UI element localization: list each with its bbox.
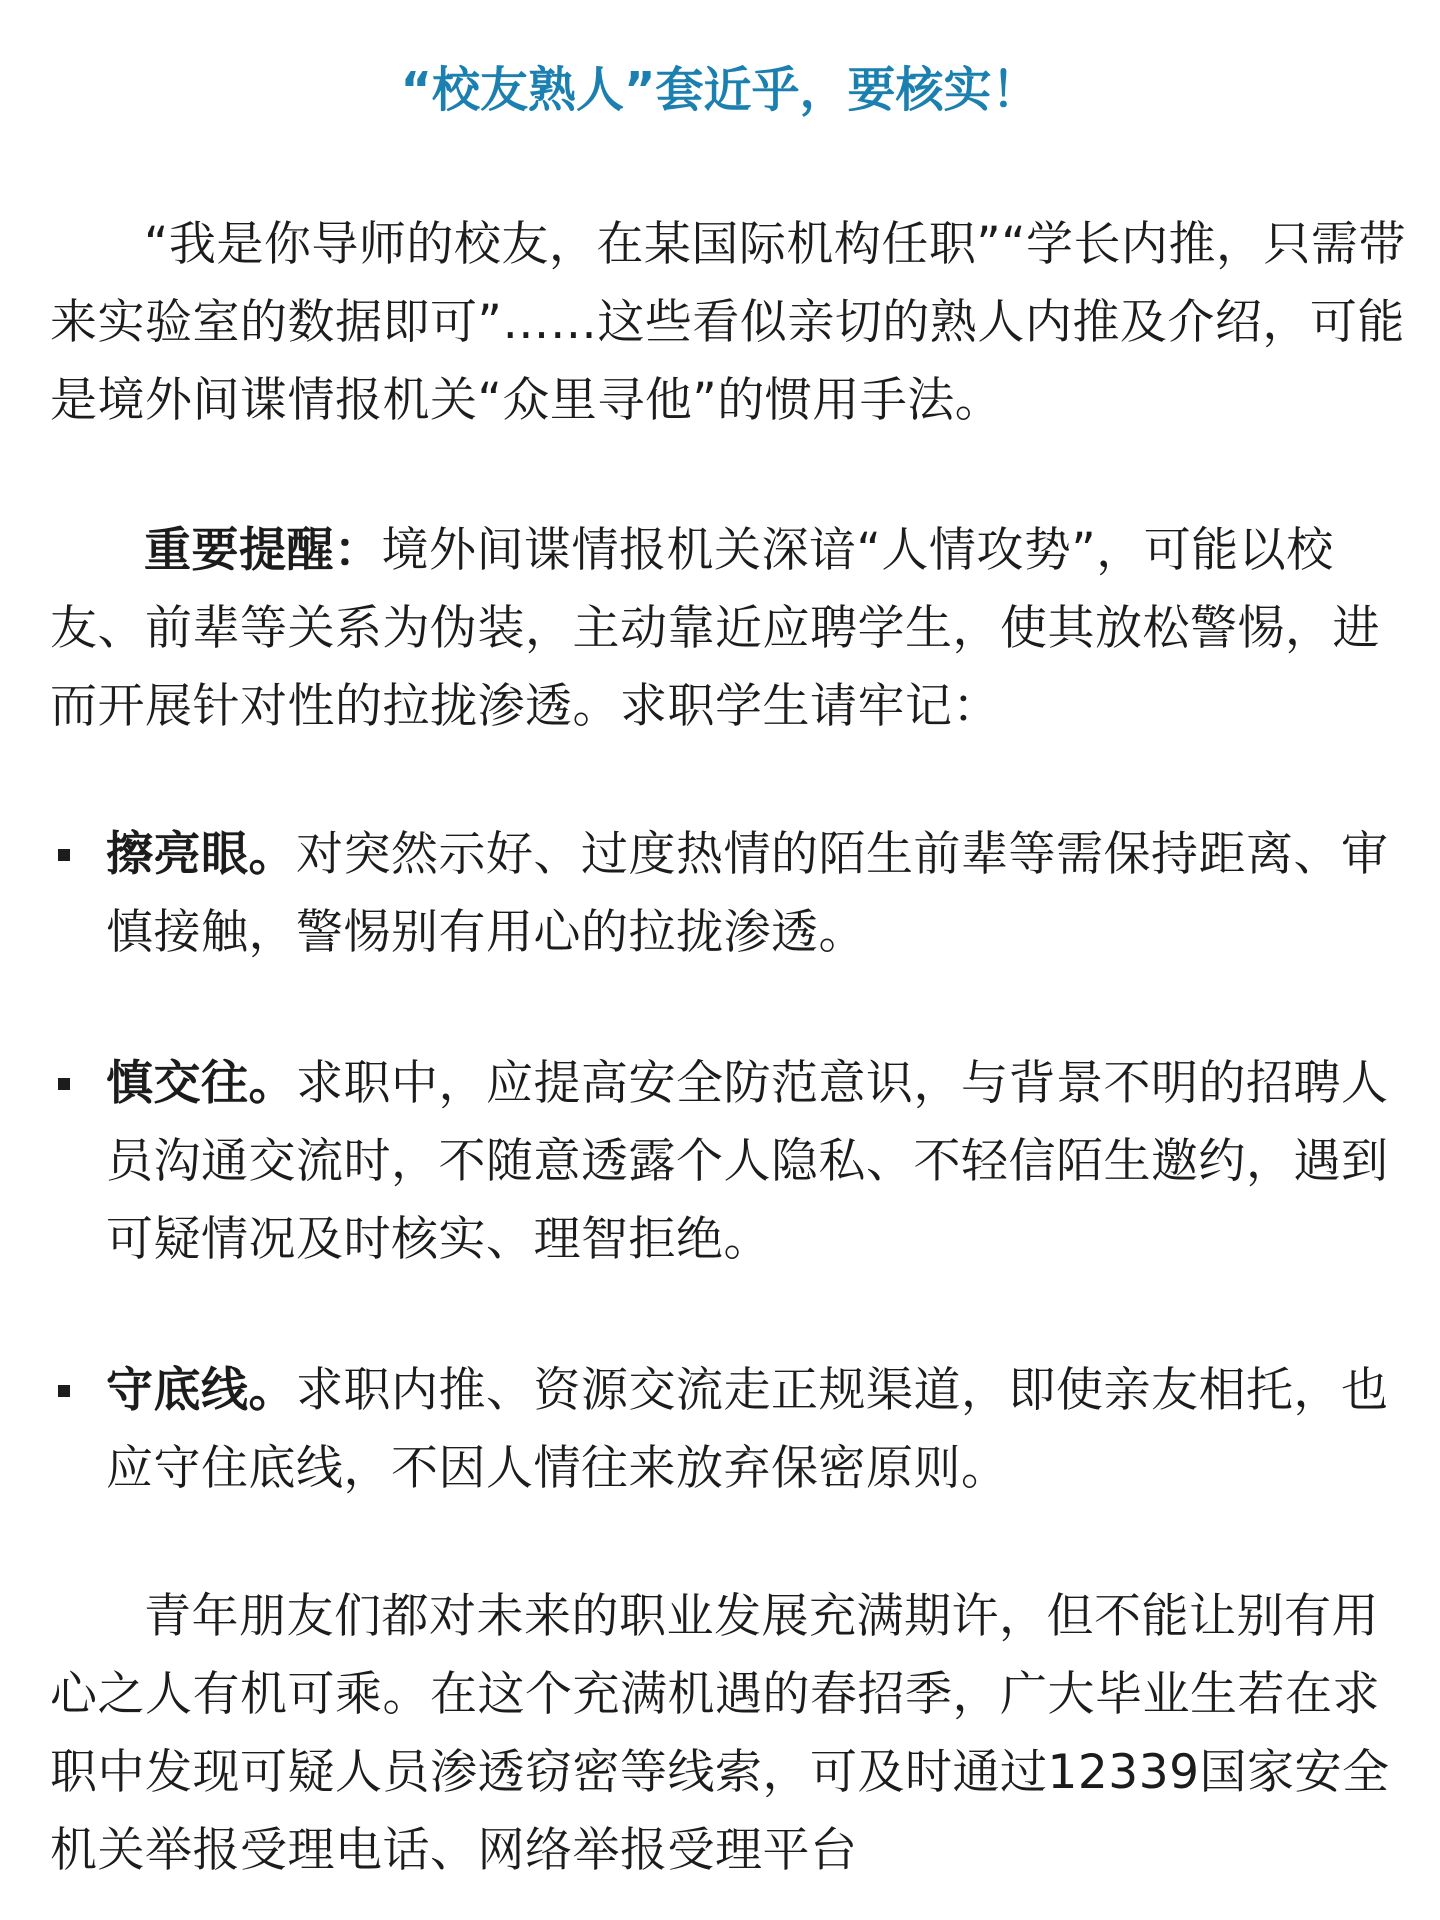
square-bullet-icon <box>58 1078 70 1090</box>
square-bullet-icon <box>58 849 70 861</box>
tip-term: 慎交往。 <box>106 1056 296 1111</box>
tip-term: 守底线。 <box>106 1363 296 1418</box>
tip-body: 求职中，应提高安全防范意识，与背景不明的招聘人员沟通交流时，不随意透露个人隐私、不轻信陌生邀约，遇到可疑情况及时核实、理智拒绝。 <box>106 1056 1389 1267</box>
tip-body: 求职内推、资源交流走正规渠道，即使亲友相托，也应守住底线，不因人情往来放弃保密原则。 <box>106 1363 1389 1496</box>
reminder-paragraph <box>50 512 1410 746</box>
square-bullet-icon <box>58 1385 70 1397</box>
tip-body: 对突然示好、过度热情的陌生前辈等需保持距离、审慎接触，警惕别有用心的拉拢渗透。 <box>106 827 1389 960</box>
article-title: “校友熟人”套近乎，要核实！ <box>400 62 1040 118</box>
intro-paragraph: “我是你导师的校友，在某国际机构任职”“学长内推，只需带来实验室的数据即可”……这些看似亲切的熟人内推及介绍，可能是境外间谍情报机关“众里寻他”的惯用手法。 <box>50 217 1407 428</box>
reminder-lead: 重要提醒： <box>144 523 382 578</box>
reminder-body: 境外间谍情报机关深谙“人情攻势”，可能以校友、前辈等关系为伪装，主动靠近应聘学生，使其放松警惕，进而开展针对性的拉拢渗透。求职学生请牢记： <box>50 523 1380 734</box>
closing-paragraph: 青年朋友们都对未来的职业发展充满期许，但不能让别有用心之人有机可乘。在这个充满机遇的春招季，广大毕业生若在求职中发现可疑人员渗透窃密等线索，可及时通过12339国家安全机关举报受理电话、网络举报受理平台 <box>50 1589 1390 1878</box>
tip-term: 擦亮眼。 <box>106 827 296 882</box>
